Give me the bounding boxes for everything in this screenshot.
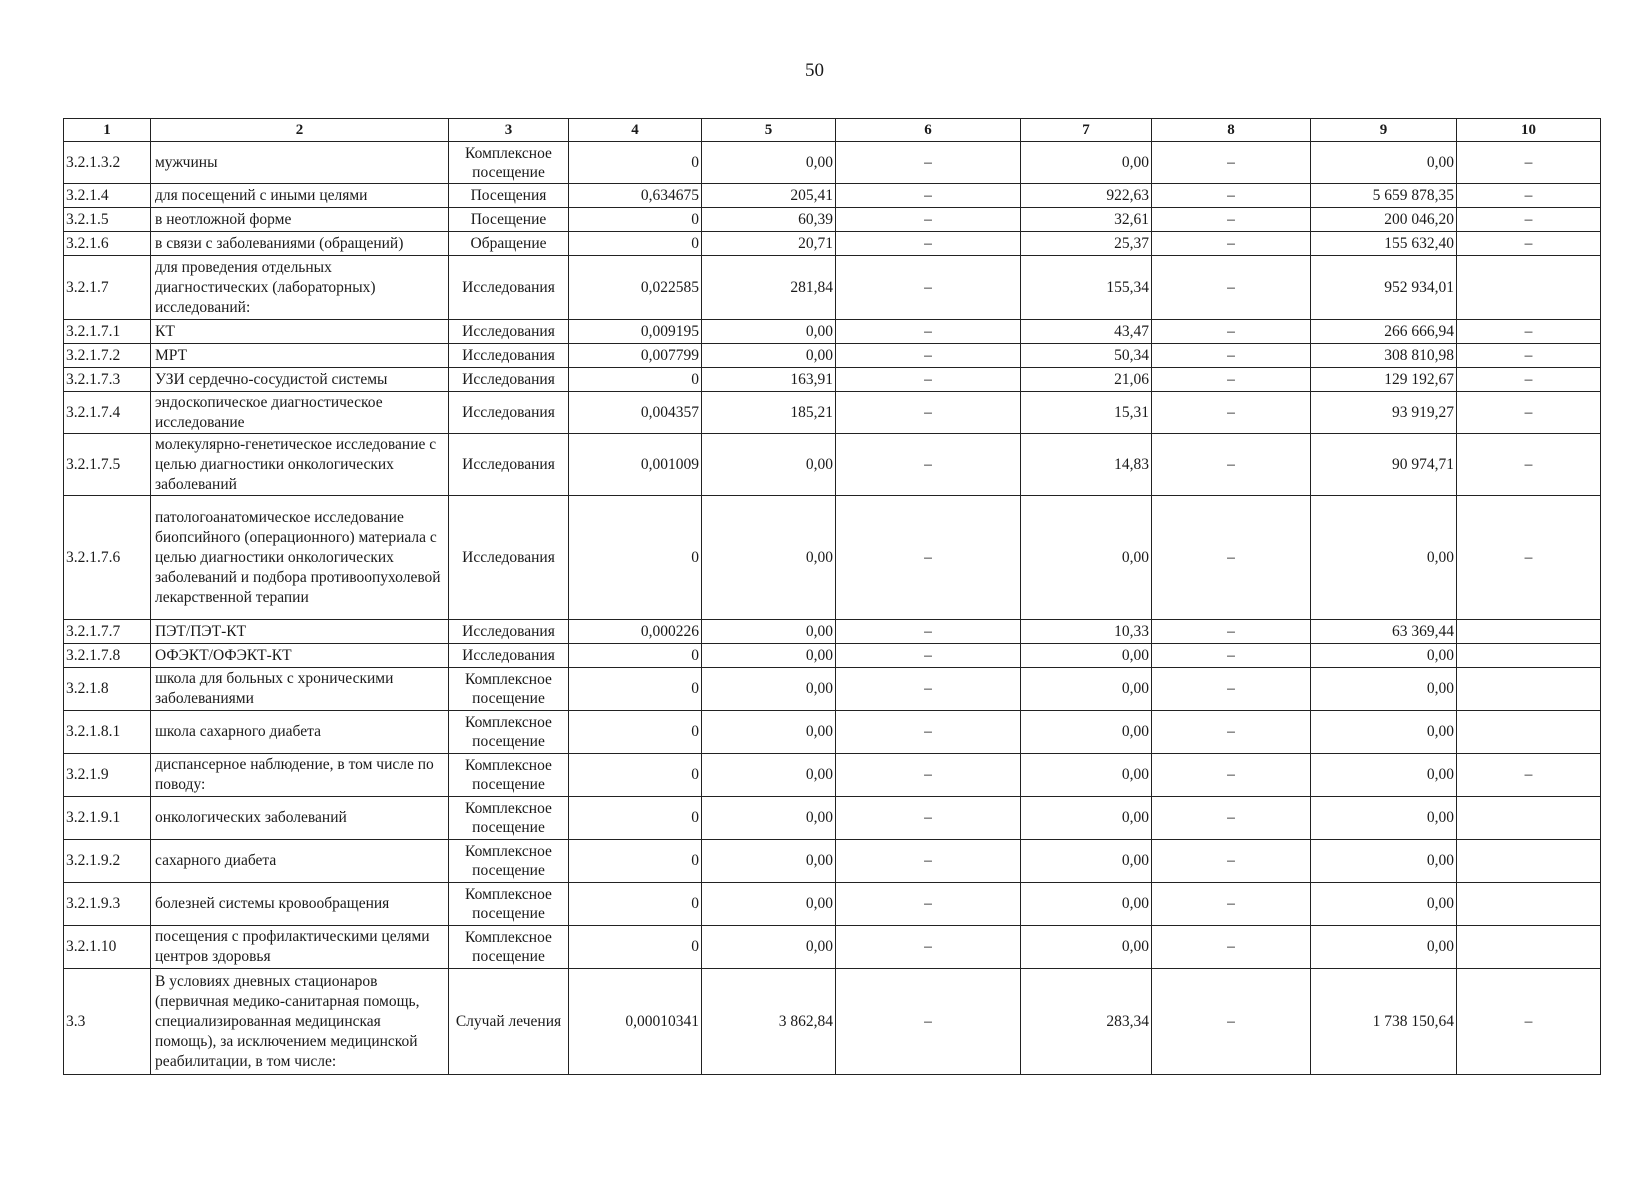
- row-name: школа для больных с хроническими заболеваниями: [151, 668, 449, 711]
- row-name: молекулярно-генетическое исследование с целью диагностики онкологических заболеваний: [151, 434, 449, 496]
- row-name: мужчины: [151, 142, 449, 184]
- cell-col7: 32,61: [1021, 208, 1152, 232]
- cell-col5: 0,00: [702, 668, 836, 711]
- row-code: 3.2.1.9: [64, 754, 151, 797]
- row-name: КТ: [151, 320, 449, 344]
- cell-col7: 43,47: [1021, 320, 1152, 344]
- row-name: МРТ: [151, 344, 449, 368]
- cell-col8: –: [1152, 496, 1311, 620]
- cell-col4: 0: [569, 754, 702, 797]
- row-code: 3.2.1.7.8: [64, 644, 151, 668]
- data-table: [63, 118, 1601, 1075]
- row-name: патологоанатомическое исследование биопсийного (операционного) материала с целью диагностики онкологических заболеваний и подбора противоопухолевой лекарственной терапии: [151, 496, 449, 620]
- row-name: болезней системы кровообращения: [151, 883, 449, 926]
- row-code: 3.2.1.9.1: [64, 797, 151, 840]
- cell-col9: 0,00: [1311, 926, 1457, 969]
- cell-col9: 0,00: [1311, 142, 1457, 184]
- cell-col7: 0,00: [1021, 142, 1152, 184]
- cell-col8: –: [1152, 711, 1311, 754]
- cell-col8: –: [1152, 883, 1311, 926]
- cell-col7: 922,63: [1021, 184, 1152, 208]
- row-code: 3.2.1.3.2: [64, 142, 151, 184]
- cell-col8: –: [1152, 256, 1311, 320]
- row-name: для проведения отдельных диагностических (лабораторных) исследований:: [151, 256, 449, 320]
- cell-col7: 283,34: [1021, 969, 1152, 1075]
- cell-col4: 0: [569, 368, 702, 392]
- cell-col7: 15,31: [1021, 392, 1152, 434]
- row-unit: Комплексное посещение: [449, 926, 569, 969]
- cell-col5: 0,00: [702, 711, 836, 754]
- row-unit: Комплексное посещение: [449, 142, 569, 184]
- table-row: [64, 797, 1601, 840]
- cell-col4: 0,004357: [569, 392, 702, 434]
- cell-col9: 0,00: [1311, 496, 1457, 620]
- cell-col10: –: [1457, 392, 1601, 434]
- cell-col7: 0,00: [1021, 840, 1152, 883]
- cell-col5: 0,00: [702, 434, 836, 496]
- cell-col8: –: [1152, 668, 1311, 711]
- row-name: в неотложной форме: [151, 208, 449, 232]
- page-number: 50: [805, 60, 824, 81]
- cell-col10: [1457, 926, 1601, 969]
- row-name: эндоскопическое диагностическое исследование: [151, 392, 449, 434]
- cell-col4: 0: [569, 496, 702, 620]
- row-unit: Исследования: [449, 368, 569, 392]
- cell-col10: –: [1457, 142, 1601, 184]
- column-header-10: 10: [1457, 119, 1601, 142]
- cell-col6: –: [836, 256, 1021, 320]
- cell-col4: 0: [569, 840, 702, 883]
- cell-col6: –: [836, 392, 1021, 434]
- cell-col7: 50,34: [1021, 344, 1152, 368]
- row-name: ПЭТ/ПЭТ-КТ: [151, 620, 449, 644]
- cell-col5: 0,00: [702, 797, 836, 840]
- cell-col6: –: [836, 142, 1021, 184]
- row-unit: Комплексное посещение: [449, 883, 569, 926]
- cell-col7: 21,06: [1021, 368, 1152, 392]
- cell-col10: –: [1457, 344, 1601, 368]
- table-row: [64, 392, 1601, 434]
- table-row: [64, 644, 1601, 668]
- row-unit: Исследования: [449, 344, 569, 368]
- cell-col10: [1457, 644, 1601, 668]
- cell-col9: 308 810,98: [1311, 344, 1457, 368]
- cell-col6: –: [836, 969, 1021, 1075]
- cell-col8: –: [1152, 969, 1311, 1075]
- column-header-1: 1: [64, 119, 151, 142]
- cell-col4: 0,000226: [569, 620, 702, 644]
- row-name: ОФЭКТ/ОФЭКТ-КТ: [151, 644, 449, 668]
- cell-col9: 5 659 878,35: [1311, 184, 1457, 208]
- cell-col4: 0: [569, 142, 702, 184]
- row-unit: Случай лечения: [449, 969, 569, 1075]
- cell-col6: –: [836, 208, 1021, 232]
- cell-col8: –: [1152, 926, 1311, 969]
- cell-col4: 0,001009: [569, 434, 702, 496]
- cell-col7: 155,34: [1021, 256, 1152, 320]
- cell-col5: 0,00: [702, 320, 836, 344]
- row-name: онкологических заболеваний: [151, 797, 449, 840]
- cell-col10: [1457, 668, 1601, 711]
- row-code: 3.2.1.7.5: [64, 434, 151, 496]
- table-row: [64, 711, 1601, 754]
- row-name: посещения с профилактическими целями центров здоровья: [151, 926, 449, 969]
- row-name: в связи с заболеваниями (обращений): [151, 232, 449, 256]
- cell-col9: 0,00: [1311, 840, 1457, 883]
- row-unit: Комплексное посещение: [449, 754, 569, 797]
- cell-col6: –: [836, 184, 1021, 208]
- cell-col4: 0: [569, 797, 702, 840]
- table-row: [64, 184, 1601, 208]
- table-row: [64, 969, 1601, 1075]
- cell-col9: 200 046,20: [1311, 208, 1457, 232]
- cell-col6: –: [836, 368, 1021, 392]
- table-row: [64, 668, 1601, 711]
- row-unit: Комплексное посещение: [449, 840, 569, 883]
- cell-col6: –: [836, 668, 1021, 711]
- cell-col10: [1457, 883, 1601, 926]
- cell-col7: 0,00: [1021, 926, 1152, 969]
- row-unit: Исследования: [449, 644, 569, 668]
- row-unit: Исследования: [449, 620, 569, 644]
- cell-col5: 0,00: [702, 883, 836, 926]
- cell-col5: 20,71: [702, 232, 836, 256]
- cell-col8: –: [1152, 840, 1311, 883]
- cell-col9: 952 934,01: [1311, 256, 1457, 320]
- row-code: 3.2.1.5: [64, 208, 151, 232]
- row-unit: Исследования: [449, 256, 569, 320]
- cell-col6: –: [836, 797, 1021, 840]
- cell-col10: [1457, 620, 1601, 644]
- cell-col6: –: [836, 883, 1021, 926]
- cell-col5: 0,00: [702, 142, 836, 184]
- row-unit: Исследования: [449, 320, 569, 344]
- cell-col9: 63 369,44: [1311, 620, 1457, 644]
- column-header-4: 4: [569, 119, 702, 142]
- row-unit: Комплексное посещение: [449, 711, 569, 754]
- cell-col10: –: [1457, 496, 1601, 620]
- cell-col5: 0,00: [702, 644, 836, 668]
- cell-col10: –: [1457, 232, 1601, 256]
- row-code: 3.3: [64, 969, 151, 1075]
- row-name: школа сахарного диабета: [151, 711, 449, 754]
- row-unit: Посещения: [449, 184, 569, 208]
- cell-col9: 0,00: [1311, 883, 1457, 926]
- cell-col8: –: [1152, 208, 1311, 232]
- cell-col4: 0: [569, 711, 702, 754]
- table-row: [64, 344, 1601, 368]
- cell-col6: –: [836, 840, 1021, 883]
- cell-col4: 0,009195: [569, 320, 702, 344]
- cell-col10: –: [1457, 368, 1601, 392]
- row-name: для посещений с иными целями: [151, 184, 449, 208]
- cell-col4: 0: [569, 883, 702, 926]
- cell-col5: 60,39: [702, 208, 836, 232]
- row-code: 3.2.1.7: [64, 256, 151, 320]
- cell-col9: 0,00: [1311, 668, 1457, 711]
- table-row: [64, 434, 1601, 496]
- column-header-6: 6: [836, 119, 1021, 142]
- row-name: В условиях дневных стационаров (первичная медико-санитарная помощь, специализированная медицинская помощь), за исключением медицинской реабилитации, в том числе:: [151, 969, 449, 1075]
- cell-col9: 266 666,94: [1311, 320, 1457, 344]
- cell-col6: –: [836, 754, 1021, 797]
- table-row: [64, 620, 1601, 644]
- cell-col6: –: [836, 434, 1021, 496]
- cell-col9: 1 738 150,64: [1311, 969, 1457, 1075]
- row-unit: Посещение: [449, 208, 569, 232]
- row-name: диспансерное наблюдение, в том числе по поводу:: [151, 754, 449, 797]
- cell-col5: 0,00: [702, 496, 836, 620]
- cell-col9: 0,00: [1311, 711, 1457, 754]
- cell-col9: 0,00: [1311, 644, 1457, 668]
- column-header-3: 3: [449, 119, 569, 142]
- cell-col10: [1457, 797, 1601, 840]
- cell-col4: 0,007799: [569, 344, 702, 368]
- table-row: [64, 232, 1601, 256]
- row-code: 3.2.1.7.1: [64, 320, 151, 344]
- row-unit: Комплексное посещение: [449, 668, 569, 711]
- cell-col8: –: [1152, 232, 1311, 256]
- row-code: 3.2.1.7.2: [64, 344, 151, 368]
- table-row: [64, 926, 1601, 969]
- table-row: [64, 368, 1601, 392]
- column-header-8: 8: [1152, 119, 1311, 142]
- row-unit: Исследования: [449, 496, 569, 620]
- table-row: [64, 496, 1601, 620]
- cell-col10: [1457, 840, 1601, 883]
- cell-col7: 14,83: [1021, 434, 1152, 496]
- cell-col8: –: [1152, 797, 1311, 840]
- cell-col6: –: [836, 644, 1021, 668]
- cell-col7: 0,00: [1021, 797, 1152, 840]
- cell-col9: 90 974,71: [1311, 434, 1457, 496]
- table-row: [64, 840, 1601, 883]
- cell-col7: 0,00: [1021, 496, 1152, 620]
- cell-col5: 281,84: [702, 256, 836, 320]
- cell-col9: 129 192,67: [1311, 368, 1457, 392]
- cell-col7: 0,00: [1021, 711, 1152, 754]
- cell-col5: 3 862,84: [702, 969, 836, 1075]
- cell-col4: 0,634675: [569, 184, 702, 208]
- row-code: 3.2.1.10: [64, 926, 151, 969]
- cell-col7: 10,33: [1021, 620, 1152, 644]
- table-body: [64, 142, 1601, 1075]
- cell-col8: –: [1152, 434, 1311, 496]
- cell-col6: –: [836, 711, 1021, 754]
- cell-col10: –: [1457, 184, 1601, 208]
- cell-col5: 0,00: [702, 620, 836, 644]
- column-header-5: 5: [702, 119, 836, 142]
- cell-col6: –: [836, 926, 1021, 969]
- cell-col4: 0,00010341: [569, 969, 702, 1075]
- table-row: [64, 320, 1601, 344]
- cell-col4: 0: [569, 926, 702, 969]
- row-code: 3.2.1.7.4: [64, 392, 151, 434]
- table-row: [64, 754, 1601, 797]
- cell-col6: –: [836, 496, 1021, 620]
- cell-col4: 0: [569, 208, 702, 232]
- cell-col10: –: [1457, 754, 1601, 797]
- cell-col10: –: [1457, 434, 1601, 496]
- cell-col6: –: [836, 620, 1021, 644]
- cell-col9: 0,00: [1311, 754, 1457, 797]
- table-row: [64, 208, 1601, 232]
- table-row: [64, 142, 1601, 184]
- cell-col6: –: [836, 232, 1021, 256]
- column-header-7: 7: [1021, 119, 1152, 142]
- cell-col7: 0,00: [1021, 644, 1152, 668]
- cell-col5: 0,00: [702, 926, 836, 969]
- cell-col10: –: [1457, 208, 1601, 232]
- cell-col5: 0,00: [702, 344, 836, 368]
- cell-col5: 0,00: [702, 840, 836, 883]
- row-code: 3.2.1.4: [64, 184, 151, 208]
- row-code: 3.2.1.7.7: [64, 620, 151, 644]
- row-code: 3.2.1.7.3: [64, 368, 151, 392]
- cell-col5: 0,00: [702, 754, 836, 797]
- cell-col5: 185,21: [702, 392, 836, 434]
- row-name: УЗИ сердечно-сосудистой системы: [151, 368, 449, 392]
- cell-col4: 0: [569, 232, 702, 256]
- row-code: 3.2.1.6: [64, 232, 151, 256]
- cell-col8: –: [1152, 142, 1311, 184]
- cell-col5: 205,41: [702, 184, 836, 208]
- cell-col10: [1457, 711, 1601, 754]
- cell-col10: –: [1457, 320, 1601, 344]
- cell-col5: 163,91: [702, 368, 836, 392]
- cell-col10: –: [1457, 969, 1601, 1075]
- cell-col8: –: [1152, 392, 1311, 434]
- cell-col6: –: [836, 320, 1021, 344]
- row-code: 3.2.1.8: [64, 668, 151, 711]
- row-name: сахарного диабета: [151, 840, 449, 883]
- cell-col7: 0,00: [1021, 883, 1152, 926]
- cell-col10: [1457, 256, 1601, 320]
- row-unit: Обращение: [449, 232, 569, 256]
- cell-col8: –: [1152, 754, 1311, 797]
- cell-col4: 0: [569, 644, 702, 668]
- cell-col4: 0: [569, 668, 702, 711]
- cell-col8: –: [1152, 368, 1311, 392]
- row-unit: Комплексное посещение: [449, 797, 569, 840]
- row-unit: Исследования: [449, 434, 569, 496]
- column-header-9: 9: [1311, 119, 1457, 142]
- cell-col8: –: [1152, 320, 1311, 344]
- row-code: 3.2.1.9.3: [64, 883, 151, 926]
- table-header-row: [64, 119, 1601, 142]
- cell-col9: 0,00: [1311, 797, 1457, 840]
- cell-col8: –: [1152, 644, 1311, 668]
- row-unit: Исследования: [449, 392, 569, 434]
- cell-col9: 155 632,40: [1311, 232, 1457, 256]
- cell-col8: –: [1152, 620, 1311, 644]
- cell-col8: –: [1152, 344, 1311, 368]
- cell-col8: –: [1152, 184, 1311, 208]
- cell-col6: –: [836, 344, 1021, 368]
- column-header-2: 2: [151, 119, 449, 142]
- row-code: 3.2.1.9.2: [64, 840, 151, 883]
- row-code: 3.2.1.7.6: [64, 496, 151, 620]
- table-row: [64, 883, 1601, 926]
- cell-col4: 0,022585: [569, 256, 702, 320]
- row-code: 3.2.1.8.1: [64, 711, 151, 754]
- cell-col7: 0,00: [1021, 754, 1152, 797]
- cell-col9: 93 919,27: [1311, 392, 1457, 434]
- cell-col7: 25,37: [1021, 232, 1152, 256]
- cell-col7: 0,00: [1021, 668, 1152, 711]
- table-row: [64, 256, 1601, 320]
